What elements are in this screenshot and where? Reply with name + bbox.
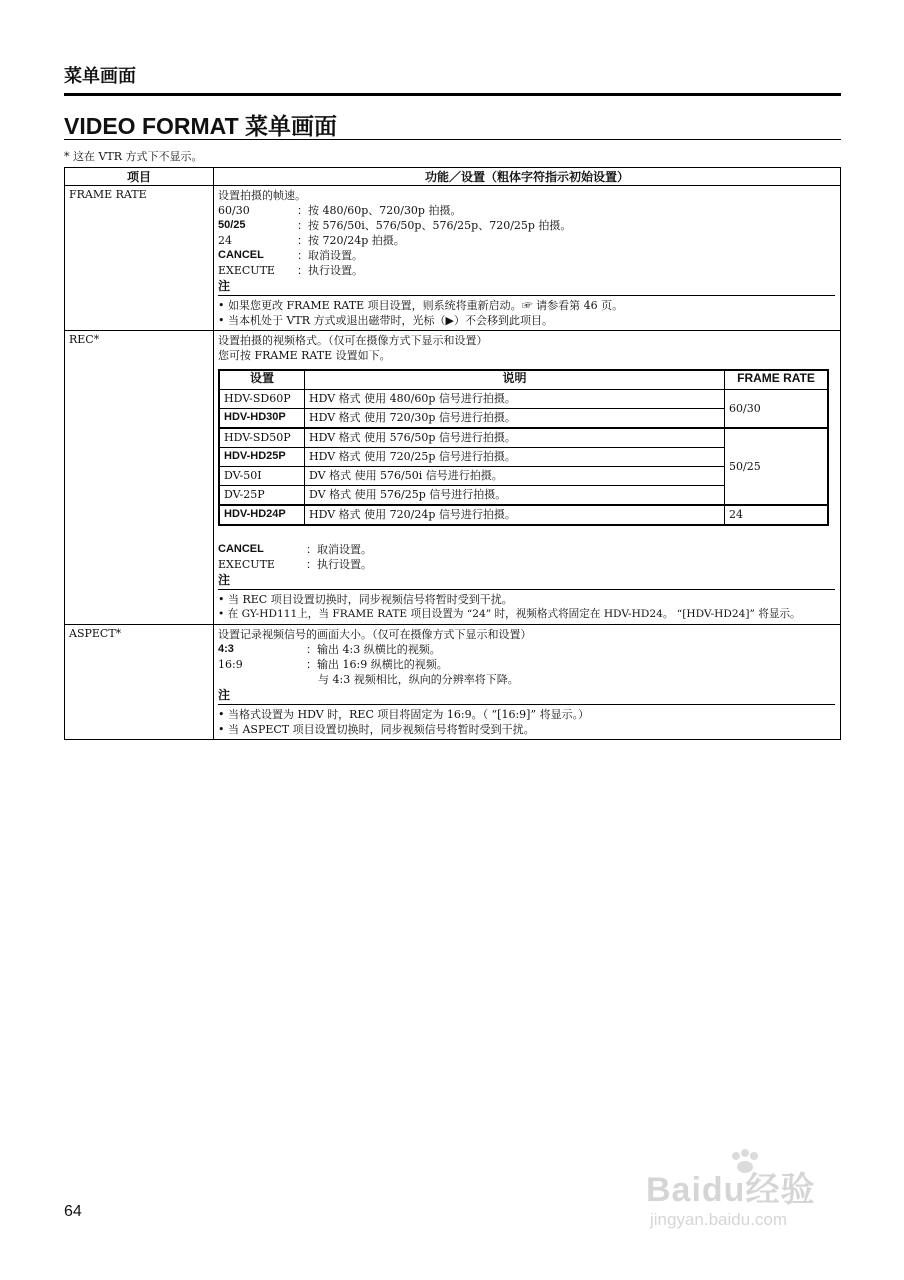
option-key: EXECUTE: [218, 558, 275, 571]
row-frame-rate: [65, 186, 841, 331]
rec-format-table: [218, 369, 829, 526]
option-value: ：按 480/60p、720/30p 拍摄。: [297, 204, 462, 217]
desc-frame-rate: [214, 186, 841, 331]
option-row: [218, 233, 835, 248]
note-item: • 当格式设置为 HDV 时，REC 项目将固定为 16:9。（ “[16:9]” 将显示。）: [218, 708, 590, 721]
option-key: 50/25: [218, 219, 246, 231]
menu-table: [64, 167, 841, 740]
aspect-intro: 设置记录视频信号的画面大小。（仅可在摄像方式下显示和设置）: [218, 628, 532, 641]
format-setting: HDV-HD25P: [219, 448, 305, 467]
format-desc: DV 格式 使用 576/25p 信号进行拍摄。: [305, 486, 725, 506]
option-row: [218, 263, 835, 278]
format-frame-rate: 60/30: [725, 390, 829, 429]
option-value: ：按 720/24p 拍摄。: [297, 234, 405, 247]
note-item: • 当 ASPECT 项目设置切换时，同步视频信号将暂时受到干扰。: [218, 723, 535, 736]
item-aspect: ASPECT*: [65, 625, 214, 740]
format-setting: HDV-HD24P: [219, 505, 305, 525]
note-heading: 注: [218, 279, 835, 296]
format-row: [219, 428, 828, 448]
header-function: 功能／设置（粗体字符指示初始设置）: [214, 168, 841, 186]
option-key: EXECUTE: [218, 264, 275, 277]
page-number: 64: [64, 1203, 82, 1220]
format-desc: HDV 格式 使用 720/24p 信号进行拍摄。: [305, 505, 725, 525]
option-row: [218, 557, 835, 572]
format-desc: DV 格式 使用 576/50i 信号进行拍摄。: [305, 467, 725, 486]
frame-rate-intro: 设置拍摄的帧速。: [218, 189, 306, 202]
note-item: • 当 REC 项目设置切换时，同步视频信号将暂时受到干扰。: [218, 593, 513, 606]
format-frame-rate: 50/25: [725, 428, 829, 505]
format-desc: HDV 格式 使用 720/30p 信号进行拍摄。: [305, 409, 725, 429]
option-value: ：执行设置。: [297, 264, 363, 277]
inner-header-row: [219, 370, 828, 390]
inner-header-frame-rate: FRAME RATE: [725, 370, 829, 390]
format-setting: HDV-SD50P: [219, 428, 305, 448]
option-value: ：按 576/50i、576/50p、576/25p、720/25p 拍摄。: [297, 219, 572, 232]
option-value: ：取消设置。: [297, 249, 363, 262]
desc-aspect: [214, 625, 841, 740]
format-setting: DV-50I: [219, 467, 305, 486]
option-key: CANCEL: [218, 543, 264, 555]
item-rec: REC*: [65, 331, 214, 625]
desc-rec: [214, 331, 841, 625]
rec-intro: 设置拍摄的视频格式。（仅可在摄像方式下显示和设置）: [218, 334, 488, 347]
option-value: ：取消设置。: [306, 543, 372, 556]
option-value: ：输出 4:3 纵横比的视频。: [306, 643, 441, 656]
format-setting: HDV-HD30P: [219, 409, 305, 429]
row-aspect: [65, 625, 841, 740]
note-item: • 如果您更改 FRAME RATE 项目设置，则系统将重新启动。☞ 请参看第 46 页。: [218, 299, 624, 312]
format-setting: HDV-SD60P: [219, 390, 305, 409]
option-row: [218, 203, 835, 218]
format-desc: HDV 格式 使用 576/50p 信号进行拍摄。: [305, 428, 725, 448]
note-item: • 在 GY-HD111上，当 FRAME RATE 项目设置为 “24” 时，视频格式将固定在 HDV-HD24。 “[HDV-HD24]” 将显示。: [218, 608, 801, 620]
page-title: VIDEO FORMAT 菜单画面: [64, 113, 338, 139]
row-rec: [65, 331, 841, 625]
rec-intro-2: 您可按 FRAME RATE 设置如下。: [218, 349, 391, 362]
watermark-brand: Baidu经验: [646, 1171, 816, 1209]
option-value: ：执行设置。: [306, 558, 372, 571]
section-divider: [64, 93, 841, 96]
option-value: ：输出 16:9 纵横比的视频。: [306, 658, 448, 671]
option-key: 16:9: [218, 658, 243, 671]
option-key: 60/30: [218, 204, 250, 217]
footnote: * 这在 VTR 方式下不显示。: [64, 150, 203, 163]
option-key: CANCEL: [218, 249, 264, 261]
option-key: 24: [218, 234, 232, 247]
header-item: 项目: [65, 168, 214, 186]
note-item: • 当本机处于 VTR 方式或退出磁带时，光标（▶）不会移到此项目。: [218, 314, 553, 327]
item-frame-rate: FRAME RATE: [65, 186, 214, 331]
option-row: [218, 642, 835, 657]
note-heading: 注: [218, 688, 835, 705]
note-heading: 注: [218, 573, 835, 590]
option-key: 4:3: [218, 643, 234, 655]
format-desc: HDV 格式 使用 720/25p 信号进行拍摄。: [305, 448, 725, 467]
format-setting: DV-25P: [219, 486, 305, 506]
inner-header-setting: 设置: [219, 370, 305, 390]
format-row: [219, 390, 828, 409]
option-row: [218, 248, 835, 263]
format-frame-rate: 24: [725, 505, 829, 525]
option-row: [218, 657, 835, 672]
watermark-url: jingyan.baidu.com: [650, 1210, 788, 1229]
section-title: 菜单画面: [64, 66, 136, 87]
option-extra: 与 4:3 视频相比，纵向的分辨率将下降。: [318, 673, 519, 686]
format-desc: HDV 格式 使用 480/60p 信号进行拍摄。: [305, 390, 725, 409]
option-row: [218, 218, 835, 233]
option-row: [218, 542, 835, 557]
inner-header-description: 说明: [305, 370, 725, 390]
title-divider: [64, 139, 841, 140]
menu-table-header: [65, 168, 841, 186]
watermark: [646, 1148, 846, 1248]
format-row: [219, 505, 828, 525]
